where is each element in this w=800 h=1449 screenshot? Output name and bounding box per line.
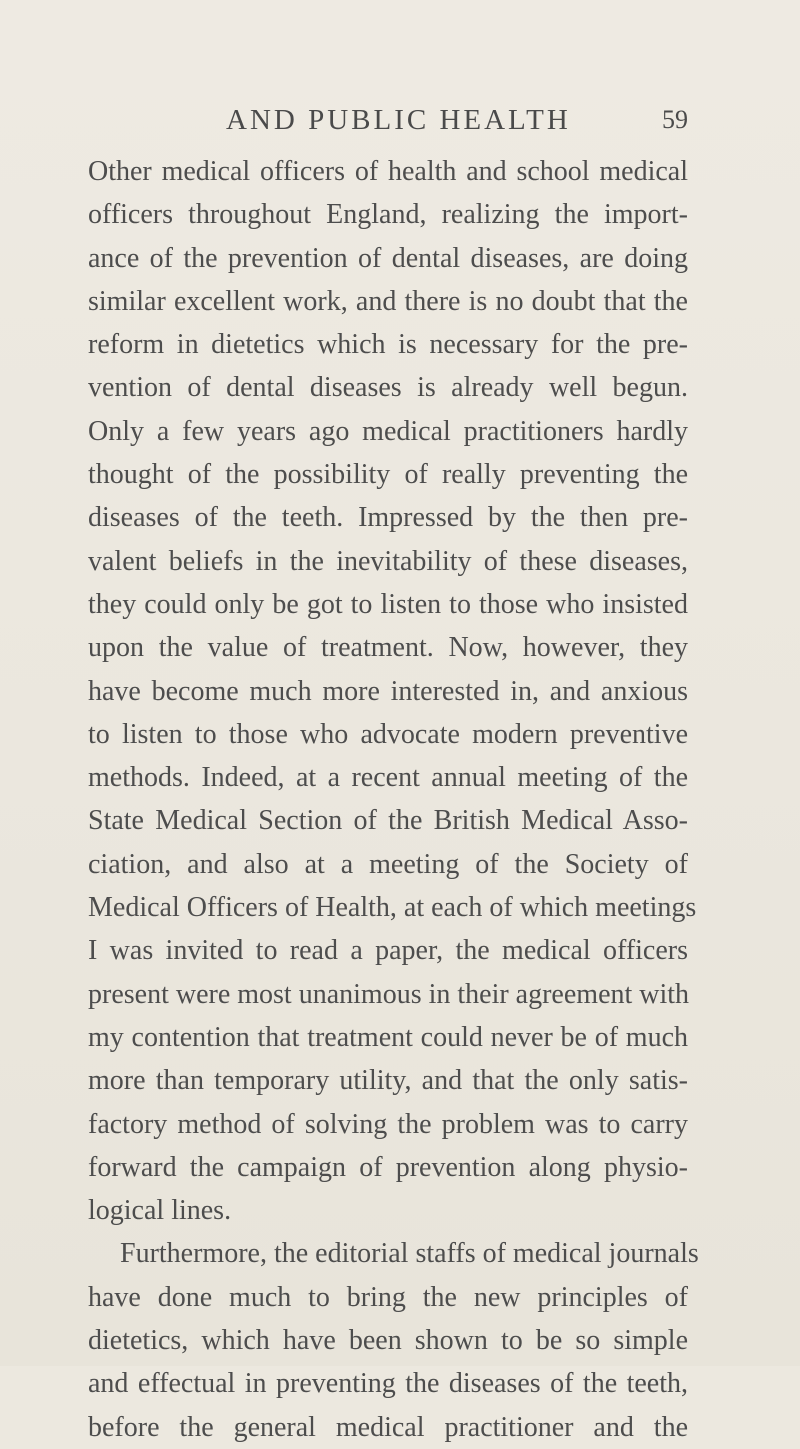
text-line: reform in dietetics which is necessary for the pre- bbox=[88, 329, 688, 361]
text-line: my contention that treatment could never be of much bbox=[88, 1021, 688, 1053]
text-line: have done much to bring the new principles of bbox=[88, 1281, 688, 1313]
text-line: forward the campaign of prevention along physio- bbox=[88, 1151, 688, 1183]
text-line: to listen to those who advocate modern preventive bbox=[88, 718, 688, 750]
text-line: before the general medical practitioner and the bbox=[88, 1411, 688, 1443]
paragraph-end-line: logical lines. bbox=[88, 1195, 232, 1227]
text-line: have become much more interested in, and anxious bbox=[88, 675, 688, 707]
text-line: dietetics, which have been shown to be so simple bbox=[88, 1325, 688, 1357]
text-line: factory method of solving the problem was to carry bbox=[88, 1108, 688, 1140]
text-line: State Medical Section of the British Medical Asso- bbox=[88, 805, 688, 837]
text-line: they could only be got to listen to those who insisted bbox=[88, 588, 688, 620]
text-line: officers throughout England, realizing the import- bbox=[88, 199, 688, 231]
text-line: Only a few years ago medical practitioners hardly bbox=[88, 415, 688, 447]
text-line: ance of the prevention of dental diseases, are doing bbox=[88, 242, 688, 274]
text-line: upon the value of treatment. Now, however, they bbox=[88, 632, 688, 664]
text-line: Medical Officers of Health, at each of which meetings bbox=[88, 892, 697, 924]
text-line: methods. Indeed, at a recent annual meeting of the bbox=[88, 762, 688, 794]
text-line: I was invited to read a paper, the medical officers bbox=[88, 935, 688, 967]
page-header bbox=[88, 100, 688, 140]
text-line: present were most unanimous in their agreement with bbox=[88, 978, 690, 1010]
paragraph-start-line: Furthermore, the editorial staffs of medical journals bbox=[120, 1238, 699, 1270]
text-line: thought of the possibility of really preventing the bbox=[88, 459, 688, 491]
page-number: 59 bbox=[662, 105, 688, 134]
text-line: and effectual in preventing the diseases of the teeth, bbox=[88, 1368, 688, 1400]
text-line: ciation, and also at a meeting of the Society of bbox=[88, 848, 688, 880]
text-line: vention of dental diseases is already well begun. bbox=[88, 372, 688, 404]
text-line: similar excellent work, and there is no doubt that the bbox=[88, 285, 688, 317]
text-line: valent beliefs in the inevitability of these diseases, bbox=[88, 545, 688, 577]
text-line: diseases of the teeth. Impressed by the then pre- bbox=[88, 502, 688, 534]
text-line: more than temporary utility, and that the only satis- bbox=[88, 1065, 688, 1097]
body-text bbox=[88, 150, 699, 1449]
text-line: Other medical officers of health and school medical bbox=[88, 156, 688, 187]
running-title: AND PUBLIC HEALTH bbox=[226, 104, 571, 136]
